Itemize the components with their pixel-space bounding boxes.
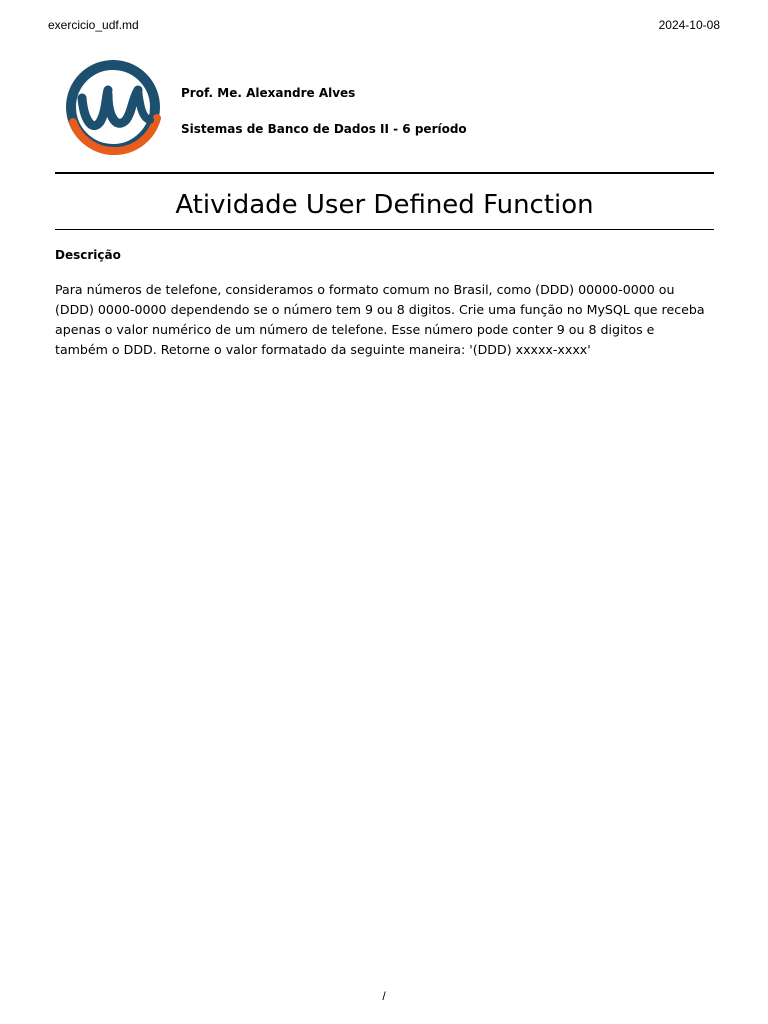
title-top-rule	[55, 172, 714, 174]
description-paragraph: Para números de telefone, consideramos o formato comum no Brasil, como (DDD) 00000-0000 ou (DDD) 0000-0000 dependendo se o número tem 9 ou 8 digitos. Crie uma função no MySQL que receba apenas o valor numérico de um número de telefone. Esse número pode conter 9 ou 8 digitos e também o DDD. Retorne o valor formatado da seguinte maneira: '(DDD) xxxxx-xxxx'	[55, 282, 705, 357]
print-header-filename: exercicio_udf.md	[48, 18, 139, 32]
university-logo-icon	[62, 60, 164, 158]
author-block	[181, 84, 467, 138]
section-heading: Descrição	[55, 248, 121, 262]
document-title: Atividade User Defined Function	[175, 190, 594, 220]
author-name: Prof. Me. Alexandre Alves	[181, 86, 356, 100]
page-footer-marker: /	[382, 989, 386, 1003]
course-name: Sistemas de Banco de Dados II - 6 período	[181, 122, 467, 136]
print-header-date: 2024-10-08	[658, 18, 720, 32]
title-bottom-rule	[55, 229, 714, 230]
